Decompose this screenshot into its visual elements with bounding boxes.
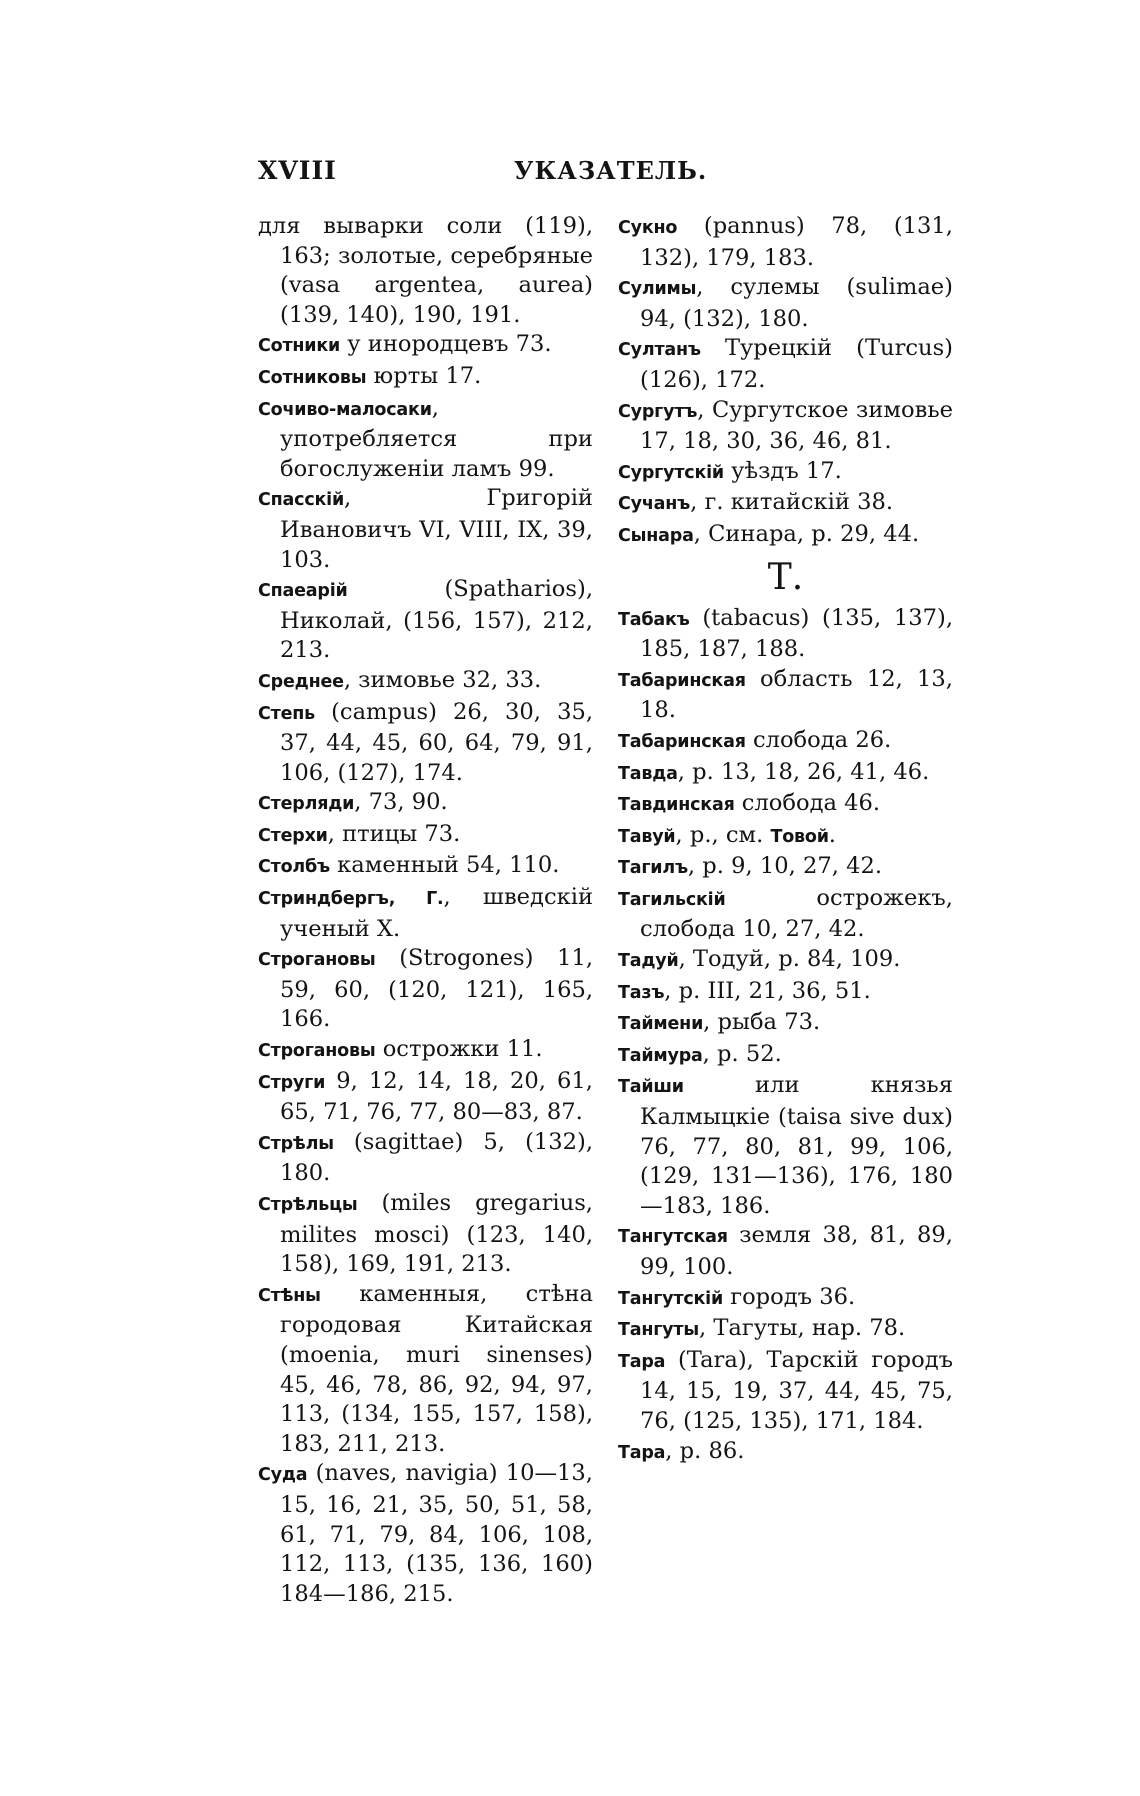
index-entry: [618, 1283, 953, 1315]
entry-text: слобода 26.: [745, 726, 892, 753]
entry-headword: Тангуты: [618, 1320, 699, 1341]
entry-headword: Сулимы: [618, 279, 697, 300]
entry-text: (pannus) 78, (131, 132), 179, 183.: [640, 213, 953, 271]
entry-tail: .: [828, 821, 836, 848]
entry-text: , Тодуй, р. 84, 109.: [678, 946, 901, 973]
index-entry: [618, 212, 953, 273]
index-entry: [618, 789, 953, 821]
entry-headword: Среднее: [258, 671, 344, 692]
entry-text: (tabacus) (135, 137), 185, 187, 188.: [640, 604, 953, 663]
entry-headword: Струги: [258, 1072, 326, 1093]
entry-text: , р. 52.: [702, 1040, 782, 1067]
index-entry: [618, 488, 953, 520]
index-entry: [618, 821, 953, 853]
index-entry: [258, 394, 593, 485]
entry-text: или князья Калмыцкіе (taisa sive dux) 76, 77, 80, 81, 99, 106, (129, 131—136), 176, 180—183, 186.: [640, 1072, 953, 1219]
entry-text: , р., см.: [675, 821, 771, 848]
index-entry: [618, 726, 953, 758]
index-entry: [618, 457, 953, 489]
page-header: [258, 156, 964, 196]
page-number: XVIII: [258, 156, 337, 185]
index-entry: [618, 396, 953, 457]
entry-headword: Стрѣльцы: [258, 1195, 358, 1215]
index-entry: [618, 945, 953, 977]
entry-headword: Степь: [258, 703, 316, 724]
index-entry: [258, 484, 593, 575]
entry-text: (Spatharios), Николай, (156, 157), 212, 213.: [280, 576, 593, 664]
index-entry: [258, 1189, 593, 1280]
entry-text: , шведскій ученый X.: [280, 884, 594, 942]
entry-headword: Тагилъ: [618, 858, 688, 879]
running-title: УКАЗАТЕЛЬ.: [514, 156, 708, 185]
index-entry: [618, 884, 953, 945]
entry-headword: Сотники: [258, 336, 341, 357]
entry-headword: Строгановы: [258, 950, 376, 971]
index-entry: [618, 665, 953, 726]
entry-headword: Тара: [618, 1442, 666, 1463]
index-group-s: [618, 212, 953, 552]
entry-text: , употребляется при богослуженіи ламъ 99.: [280, 394, 593, 482]
entry-text: , р. III, 21, 36, 51.: [664, 977, 871, 1004]
index-entry: [618, 1221, 953, 1282]
index-entry: [258, 788, 593, 820]
index-entry: [258, 944, 593, 1035]
index-entry: [618, 1008, 953, 1040]
entry-text: , Григорій Ивановичъ VI, VIII, IX, 39, 103.: [280, 485, 593, 573]
entry-headword: Тазъ: [618, 982, 665, 1003]
entry-text: , р. 9, 10, 27, 42.: [687, 853, 883, 880]
index-entry: [258, 666, 593, 698]
index-entry: [618, 604, 953, 665]
entry-headword: Стриндбергъ, Г.: [258, 889, 444, 910]
entry-text: острожки 11.: [375, 1036, 543, 1063]
entry-headword: Сургутъ: [618, 401, 698, 422]
entry-text: , Тагуты, нар. 78.: [698, 1315, 906, 1342]
entry-text: для выварки соли (119), 163; золотые, серебряные (vasa argentea, aurea) (139, 140), 190, 191.: [258, 213, 593, 328]
entry-headword: Тагильскій: [618, 889, 726, 910]
entry-text: область 12, 13, 18.: [640, 665, 953, 724]
index-entry: [618, 520, 953, 552]
index-entry: [258, 1067, 593, 1128]
entry-text: уѣздъ 17.: [723, 457, 842, 484]
entry-headword: Сургутскій: [618, 462, 724, 483]
index-entry: [258, 212, 593, 330]
entry-text: городъ 36.: [723, 1283, 856, 1310]
entry-headword: Тара: [618, 1351, 666, 1372]
index-entry: [258, 362, 593, 394]
entry-text: острожекъ, слобода 10, 27, 42.: [640, 884, 953, 943]
index-entry: [618, 1314, 953, 1346]
index-entry: [258, 330, 593, 362]
entry-headword: Табаринская: [618, 731, 746, 752]
entry-text: слобода 46.: [734, 790, 881, 817]
index-entry: [258, 1035, 593, 1067]
entry-headword: Столбъ: [258, 857, 330, 878]
index-entry: [258, 1459, 593, 1609]
entry-headword: Тавда: [618, 763, 678, 784]
index-entry: [258, 883, 593, 944]
entry-headword: Табаринская: [618, 670, 746, 691]
entry-text: , р. 86.: [665, 1437, 745, 1464]
entry-headword: Сочиво-малосаки: [258, 399, 432, 420]
index-entry: [258, 820, 593, 852]
index-entry: [618, 1346, 953, 1437]
index-entry: [258, 1128, 593, 1189]
entry-headword: Тангутскій: [618, 1288, 724, 1309]
entry-headword: Стрѣлы: [258, 1133, 334, 1154]
entry-headword: Сукно: [618, 218, 678, 238]
entry-headword: Строгановы: [258, 1041, 376, 1062]
entry-text: (Strogones) 11, 59, 60, (120, 121), 165, 166.: [280, 945, 593, 1033]
entry-headword: Спаеарій: [258, 581, 348, 602]
entry-headword: Табакъ: [618, 609, 690, 630]
index-entry: [618, 1071, 953, 1221]
index-group-t: [618, 604, 953, 1469]
entry-text: (Tara), Тарскій городъ 14, 15, 19, 37, 44, 45, 75, 76, (125, 135), 171, 184.: [640, 1346, 953, 1434]
entry-text: (miles gregarius, milites mosci) (123, 140, 158), 169, 191, 213.: [280, 1190, 593, 1278]
entry-headword: Тавдинская: [618, 795, 735, 816]
entry-headword: Тавуй: [618, 826, 676, 847]
entry-text: , Синара, р. 29, 44.: [693, 520, 920, 547]
entry-text: (campus) 26, 30, 35, 37, 44, 45, 60, 64, 79, 91, 106, (127), 174.: [280, 698, 593, 786]
index-entry: [618, 1437, 953, 1469]
index-entry: [258, 698, 593, 789]
index-entry: [258, 575, 593, 666]
entry-headword: Сучанъ: [618, 494, 691, 515]
entry-text: , г. китайскій 38.: [690, 489, 894, 516]
entry-text: , зимовье 32, 33.: [343, 666, 542, 693]
entry-text: , р. 13, 18, 26, 41, 46.: [677, 758, 930, 785]
index-entry: [618, 273, 953, 334]
entry-headword: Тайши: [618, 1077, 684, 1098]
entry-text: , рыба 73.: [703, 1009, 821, 1036]
entry-text: , 73, 90.: [354, 789, 448, 816]
entry-headword: Сотниковы: [258, 367, 367, 388]
index-entry: [258, 1280, 593, 1460]
index-entry: [618, 1040, 953, 1072]
entry-headword: Спасскій: [258, 490, 345, 511]
index-entry: [258, 851, 593, 883]
index-entry: [618, 977, 953, 1009]
entry-headword: Сынара: [618, 525, 694, 546]
entry-headword: Тангутская: [618, 1227, 728, 1248]
entry-text: у инородцевъ 73.: [340, 331, 552, 358]
entry-text: Турецкій (Turcus) (126), 172.: [640, 335, 953, 393]
index-column-left: [258, 212, 593, 1609]
entry-headword: Таймени: [618, 1014, 704, 1035]
entry-text: земля 38, 81, 89, 99, 100.: [640, 1222, 953, 1280]
entry-text: , сулемы (sulimae) 94, (132), 180.: [640, 274, 953, 332]
index-entry: [618, 852, 953, 884]
entry-text: юрты 17.: [366, 362, 482, 389]
entry-headword: Стерхи: [258, 825, 328, 846]
entry-headword: Тадуй: [618, 951, 679, 972]
entry-headword: Султанъ: [618, 340, 701, 361]
entry-cross-reference: Товой: [770, 826, 829, 847]
entry-headword: Суда: [258, 1465, 308, 1486]
entry-text: каменный 54, 110.: [330, 852, 560, 879]
entry-headword: Стѣны: [258, 1285, 321, 1306]
entry-text: (naves, navigia) 10—13, 15, 16, 21, 35, 50, 51, 58, 61, 71, 79, 84, 106, 108, 112, 113, (135, 136, 160) 184—186, 215.: [280, 1460, 593, 1607]
entry-text: , птицы 73.: [327, 820, 461, 847]
entry-text: (sagittae) 5, (132), 180.: [280, 1128, 593, 1187]
index-column-right: [618, 212, 953, 1468]
entry-text: каменныя, стѣна городовая Китайская (moenia, muri sinenses) 45, 46, 78, 86, 92, 94, 97, 113, (134, 155, 157, 158), 183, 211, 213.: [280, 1280, 593, 1457]
section-letter: Т.: [767, 556, 804, 598]
entry-text: , Сургутское зимовье 17, 18, 30, 36, 46, 81.: [640, 396, 953, 455]
entry-headword: Таймура: [618, 1045, 703, 1066]
index-entry: [618, 758, 953, 790]
index-entry: [618, 334, 953, 395]
entry-headword: Стерляди: [258, 794, 355, 815]
entry-text: 9, 12, 14, 18, 20, 61, 65, 71, 76, 77, 80—83, 87.: [280, 1067, 593, 1126]
